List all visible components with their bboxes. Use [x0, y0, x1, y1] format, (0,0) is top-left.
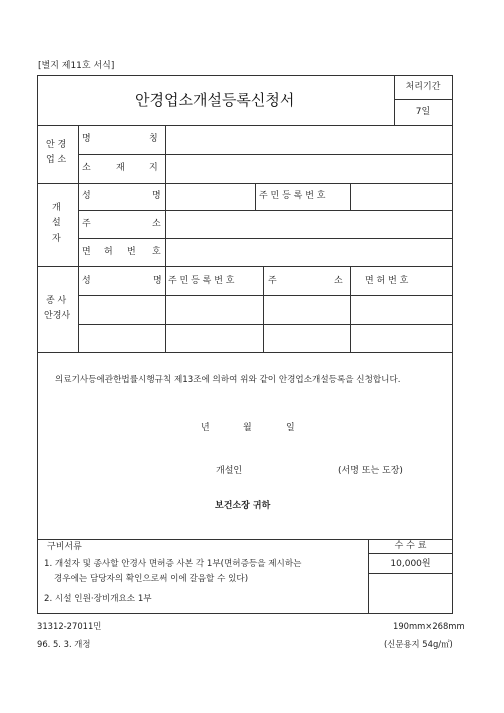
- staff-col-name-a: 성: [82, 276, 91, 286]
- staff-row-2[interactable]: [79, 325, 452, 351]
- shop-address-label-b: 재: [116, 163, 125, 173]
- shop-label-1: 안 경: [46, 140, 67, 150]
- founder-license-label-c: 번: [127, 247, 136, 257]
- founder-address-field[interactable]: [166, 211, 451, 237]
- fee-value: 10,000원: [390, 559, 431, 569]
- fee-value-line: [368, 573, 453, 574]
- applicant-label: 개설인: [216, 466, 243, 476]
- founder-bottom-line: [37, 266, 453, 267]
- frame-bottom: [37, 613, 453, 614]
- shop-name-field[interactable]: [166, 126, 451, 153]
- shop-label-2: 업 소: [46, 155, 67, 165]
- application-statement: 의료기사등에관한법률시행규칙 제13조에 의하여 위와 같이 안경업소개설등록을 신청합니다.: [55, 375, 401, 385]
- staff-col-address-a: 주: [268, 276, 277, 286]
- founder-resident-field[interactable]: [351, 184, 451, 209]
- form-tag: [별지 제11호 서식]: [38, 61, 115, 71]
- date-month: 월: [243, 423, 252, 433]
- founder-address-label-a: 주: [82, 219, 91, 229]
- frame-left: [37, 75, 38, 613]
- staff-row-1[interactable]: [79, 296, 452, 323]
- founder-label-1: 개: [52, 203, 61, 213]
- shop-name-label-a: 명: [82, 134, 91, 144]
- documents-heading: 구비서류: [47, 542, 82, 552]
- shop-address-field[interactable]: [166, 155, 451, 182]
- founder-license-label-a: 면: [82, 247, 91, 257]
- founder-license-label-d: 호: [152, 247, 161, 257]
- founder-license-field[interactable]: [166, 239, 451, 265]
- founder-name-field[interactable]: [166, 184, 254, 209]
- paper-size: 190mm×268mm: [393, 621, 465, 631]
- frame-top: [37, 75, 453, 76]
- staff-label-2: 안경사: [44, 311, 71, 321]
- paper-type: (신문용지 54g/㎡): [384, 639, 453, 649]
- processing-value: 7일: [415, 107, 431, 117]
- founder-name-label-a: 성: [82, 191, 91, 201]
- shop-address-label-c: 지: [149, 163, 158, 173]
- date-year: 년: [201, 423, 210, 433]
- founder-name-divider: [255, 183, 256, 210]
- form-code: 31312-27011민: [37, 621, 102, 631]
- founder-label-3: 자: [52, 234, 61, 244]
- processing-label: 처리기간: [405, 82, 441, 92]
- recipient-line: 보건소장 귀하: [215, 501, 271, 511]
- staff-col-resident: 주 민 등 록 번 호: [168, 276, 235, 286]
- revision-date: 96. 5. 3. 개정: [37, 639, 91, 649]
- body-bottom-line: [37, 539, 453, 540]
- shop-address-label-a: 소: [82, 163, 91, 173]
- fee-label: 수 수 료: [394, 541, 427, 551]
- form-title: 안경업소개설등록신청서: [135, 91, 295, 109]
- founder-resident-label: 주 민 등 록 번 호: [259, 191, 326, 201]
- signature-label: (서명 또는 도장): [338, 466, 403, 476]
- staff-bottom-line: [37, 352, 453, 353]
- founder-address-label-b: 소: [152, 219, 161, 229]
- staff-col-name-b: 명: [153, 276, 162, 286]
- date-day: 일: [286, 423, 295, 433]
- fee-header-line: [368, 553, 453, 554]
- staff-col-address-b: 소: [334, 276, 343, 286]
- processing-mid-line: [394, 99, 452, 100]
- documents-item-1-line-1: 1. 개설자 및 종사할 안경사 면허증 사본 각 1부(면허증등을 제시하는: [44, 559, 302, 569]
- founder-license-label-b: 허: [104, 247, 113, 257]
- staff-col-license: 면 허 번 호: [365, 276, 409, 286]
- documents-item-1-line-2: 경우에는 담당자의 확인으로써 이에 갈음할 수 있다): [54, 574, 249, 584]
- founder-label-2: 설: [52, 218, 61, 228]
- shop-name-label-b: 칭: [149, 134, 158, 144]
- founder-name-label-b: 명: [152, 191, 161, 201]
- frame-right: [452, 75, 453, 613]
- staff-label-1: 종 사: [46, 296, 67, 306]
- documents-item-2: 2. 시설 인원·장비개요소 1부: [44, 594, 152, 604]
